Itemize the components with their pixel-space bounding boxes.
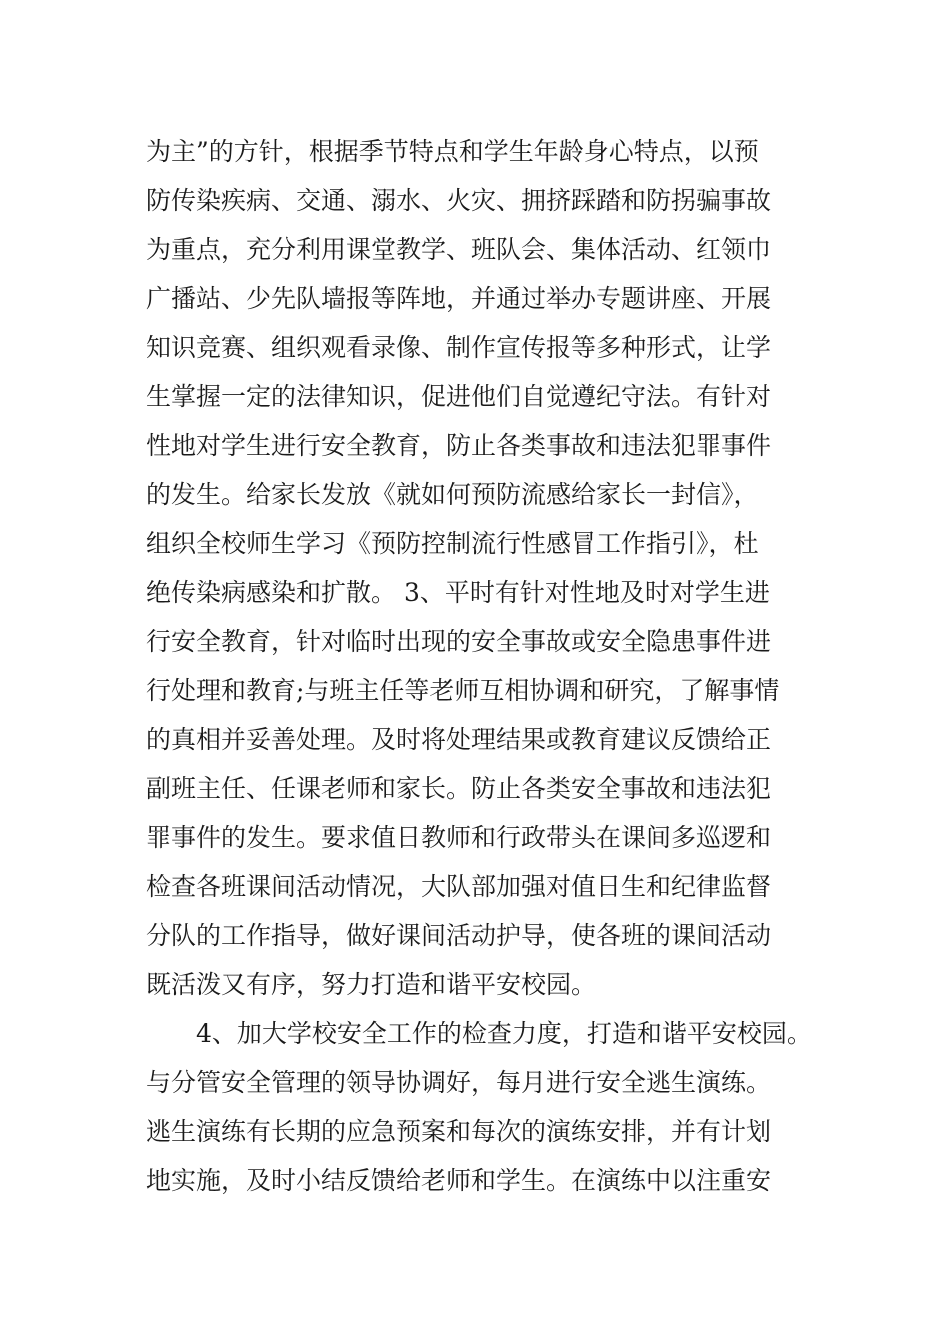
text-line: 知识竞赛、组织观看录像、制作宣传报等多种形式，让学	[146, 333, 772, 362]
text-line: 地实施，及时小结反馈给老师和学生。在演练中以注重安	[146, 1166, 772, 1195]
text-line: 副班主任、任课老师和家长。防止各类安全事故和违法犯	[146, 774, 772, 803]
text-line: 为主”的方针，根据季节特点和学生年龄身心特点，以预	[146, 137, 759, 166]
text-line: 与分管安全管理的领导协调好，每月进行安全逃生演练。	[146, 1068, 772, 1097]
text-line: 罪事件的发生。要求值日教师和行政带头在课间多巡逻和	[146, 823, 772, 852]
text-line: 广播站、少先队墙报等阵地，并通过举办专题讲座、开展	[146, 284, 772, 313]
text-line: 组织全校师生学习《预防控制流行性感冒工作指引》，杜	[146, 529, 759, 558]
text-line: 既活泼又有序，努力打造和谐平安校园。	[146, 970, 597, 999]
text-line: 的发生。给家长发放《就如何预防流感给家长一封信》，	[146, 480, 759, 509]
text-line: 行安全教育，针对临时出现的安全事故或安全隐患事件进	[146, 627, 772, 656]
text-line: 的真相并妥善处理。及时将处理结果或教育建议反馈给正	[146, 725, 772, 754]
text-line: 逃生演练有长期的应急预案和每次的演练安排，并有计划	[146, 1117, 772, 1146]
text-line: 为重点，充分利用课堂教学、班队会、集体活动、红领巾	[146, 235, 772, 264]
text-line: 行处理和教育;与班主任等老师互相协调和研究，了解事情	[146, 676, 780, 705]
document-body	[146, 127, 846, 1205]
paragraph-start-line: 4、加大学校安全工作的检查力度，打造和谐平安校园。	[196, 1019, 812, 1048]
text-line: 检查各班课间活动情况，大队部加强对值日生和纪律监督	[146, 872, 772, 901]
text-line: 绝传染病感染和扩散。 3、平时有针对性地及时对学生进	[146, 578, 770, 607]
text-line: 分队的工作指导，做好课间活动护导，使各班的课间活动	[146, 921, 772, 950]
text-line: 性地对学生进行安全教育，防止各类事故和违法犯罪事件	[146, 431, 772, 460]
text-line: 防传染疾病、交通、溺水、火灾、拥挤踩踏和防拐骗事故	[146, 186, 772, 215]
text-line: 生掌握一定的法律知识，促进他们自觉遵纪守法。有针对	[146, 382, 772, 411]
